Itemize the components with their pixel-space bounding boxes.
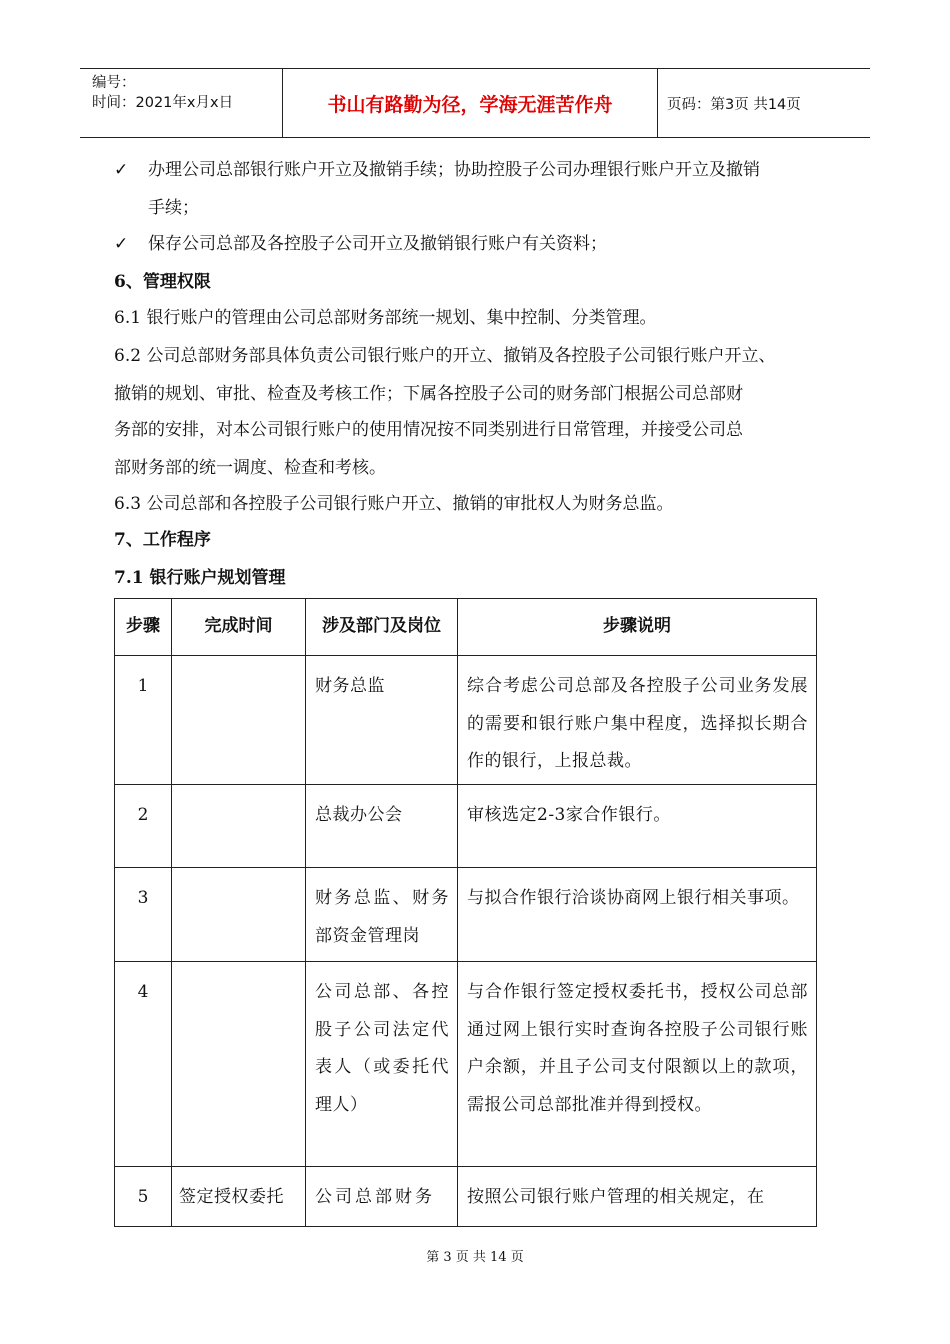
dept-cell: 财务总监、财务部资金管理岗 [306,868,458,962]
bullet-item-2: 保存公司总部及各控股子公司开立及撤销银行账户有关资料； [148,234,607,254]
procedure-table [114,598,817,1227]
paragraph-6-1: 6.1 银行账户的管理由公司总部财务部统一规划、集中控制、分类管理。 [114,308,657,328]
dept-cell: 公司总部、各控股子公司法定代表人（或委托代理人） [306,962,458,1167]
section-6-heading: 6、管理权限 [114,272,211,292]
header-meta [80,69,282,137]
time-cell [172,868,306,962]
header-page-info: 页码：第3页 共14页 [667,96,801,113]
check-icon: ✓ [114,160,129,180]
step-cell: 4 [115,962,172,1167]
bullet-item-1-line2: 手续； [148,198,199,218]
header-motto: 书山有路勤为径，学海无涯苦作舟 [282,69,658,137]
header-step: 步骤 [115,599,172,656]
time-cell [172,962,306,1167]
paragraph-6-2-line4: 部财务部的统一调度、检查和考核。 [114,458,386,478]
step-cell: 5 [115,1167,172,1227]
dept-cell: 总裁办公会 [306,785,458,868]
desc-cell: 与拟合作银行洽谈协商网上银行相关事项。 [458,868,817,962]
paragraph-6-2-line2: 撤销的规划、审批、检查及考核工作；下属各控股子公司的财务部门根据公司总部财 [114,384,743,404]
page-header [80,68,870,138]
table-header-row [115,599,817,656]
table-row [115,868,817,962]
section-7-1-heading: 7.1 银行账户规划管理 [114,568,286,588]
table-row [115,785,817,868]
check-icon: ✓ [114,234,129,254]
serial-label: 编号： [92,75,136,91]
paragraph-6-2-line3: 务部的安排，对本公司银行账户的使用情况按不同类别进行日常管理，并接受公司总 [114,420,743,440]
desc-cell: 综合考虑公司总部及各控股子公司业务发展的需要和银行账户集中程度，选择拟长期合作的银行，上报总裁。 [458,656,817,785]
bullet-item-1-line1: 办理公司总部银行账户开立及撤销手续；协助控股子公司办理银行账户开立及撤销 [148,160,760,180]
table-row [115,656,817,785]
desc-cell: 审核选定2-3家合作银行。 [458,785,817,868]
step-cell: 2 [115,785,172,868]
dept-cell: 公司总部财务 [306,1167,458,1227]
time-cell [172,785,306,868]
time-label: 时间：2021年x月x日 [92,95,234,111]
dept-cell: 财务总监 [306,656,458,785]
table-row [115,1167,817,1227]
paragraph-6-2-line1: 6.2 公司总部财务部具体负责公司银行账户的开立、撤销及各控股子公司银行账户开立、 [114,346,776,366]
header-desc: 步骤说明 [458,599,817,656]
header-dept: 涉及部门及岗位 [306,599,458,656]
table-row [115,962,817,1167]
time-cell [172,656,306,785]
desc-cell: 按照公司银行账户管理的相关规定，在 [458,1167,817,1227]
section-7-heading: 7、工作程序 [114,530,211,550]
desc-cell: 与合作银行签定授权委托书，授权公司总部通过网上银行实时查询各控股子公司银行账户余额，并且子公司支付限额以上的款项，需报公司总部批准并得到授权。 [458,962,817,1167]
step-cell: 3 [115,868,172,962]
paragraph-6-3: 6.3 公司总部和各控股子公司银行账户开立、撤销的审批权人为财务总监。 [114,494,674,514]
step-cell: 1 [115,656,172,785]
header-time: 完成时间 [172,599,306,656]
time-cell: 签定授权委托 [172,1167,306,1227]
page-footer: 第 3 页 共 14 页 [426,1250,524,1265]
